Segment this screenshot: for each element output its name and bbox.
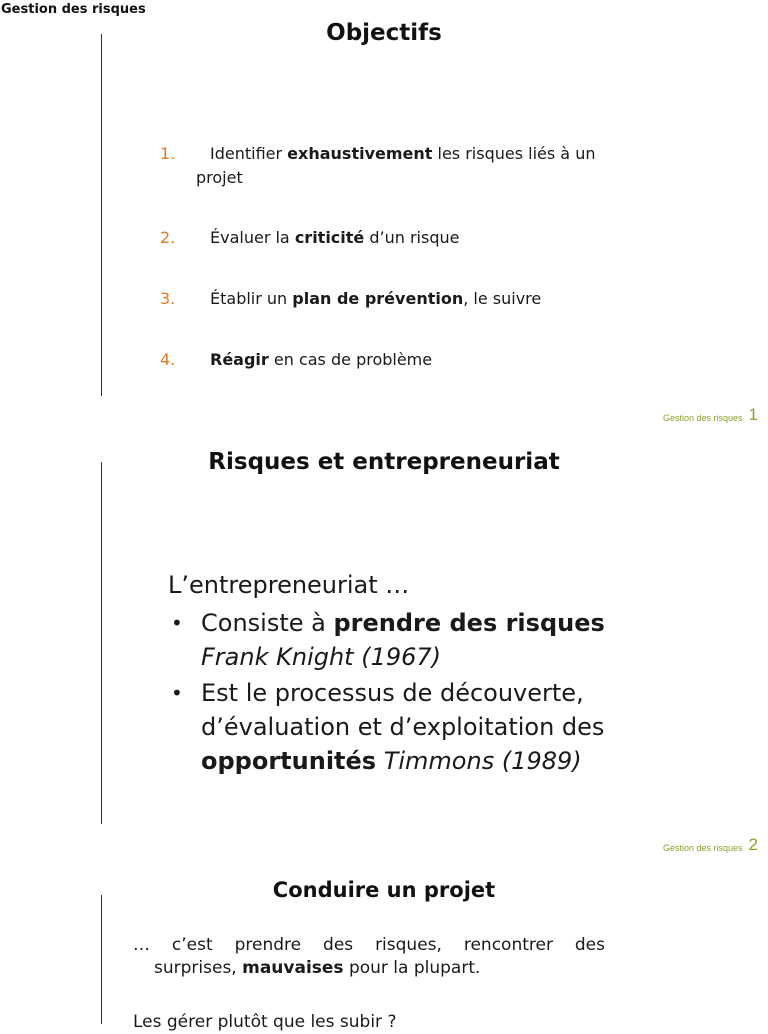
page-number: 1: [748, 405, 758, 424]
objective-keyword: exhaustivement: [287, 144, 433, 163]
objective-item-2: 2. Évaluer la criticité d’un risque: [160, 226, 630, 250]
objective-item-3: 3. Établir un plan de prévention, le suivre: [160, 287, 630, 311]
page-number: 2: [748, 835, 758, 854]
citation: Timmons (1989): [383, 747, 582, 775]
entrepreneuriat-intro: L’entrepreneuriat …: [168, 571, 410, 599]
entrepreneuriat-bullets: [168, 606, 628, 780]
bullet-item-1: • Consiste à prendre des risques Frank Knight (1967): [168, 606, 628, 674]
objective-number: 4.: [160, 350, 176, 369]
objective-number: 2.: [160, 228, 176, 247]
slide-1-title: Objectifs: [326, 20, 442, 46]
objective-keyword: criticité: [294, 228, 365, 247]
slide-2-footer: [663, 836, 758, 853]
slide-1-footer: [663, 406, 758, 423]
slide-2-title: Risques et entrepreneuriat: [208, 449, 560, 475]
objective-keyword: Réagir: [210, 350, 269, 369]
footer-label: Gestion des risques: [662, 413, 743, 423]
objective-item-4: 4. Réagir en cas de problème: [160, 348, 630, 372]
objective-number: 1.: [160, 144, 176, 163]
slide-3-title: Conduire un projet: [272, 878, 496, 902]
slide-2-left-rule: [101, 462, 102, 824]
project-question: Les gérer plutôt que les subir ?: [133, 1012, 397, 1032]
bullet-marker: •: [171, 611, 183, 635]
bullet-item-2: • Est le processus de découverte, d’évaluation et d’exploitation des opportunités Timmons (1989): [168, 676, 628, 778]
slide-3-left-rule: [101, 895, 102, 1024]
objective-item-1: 1. Identifier exhaustivement les risques liés à un projet: [160, 144, 596, 187]
bullet-keyword: opportunités: [201, 747, 377, 775]
objective-number: 3.: [160, 289, 176, 308]
citation: Frank Knight (1967): [201, 643, 442, 671]
project-paragraph: … c’est prendre des risques, rencontrer des surprises, mauvaises pour la plupart.: [133, 935, 605, 978]
objective-keyword: plan de prévention: [292, 289, 464, 308]
footer-label: Gestion des risques: [662, 843, 743, 853]
document-header: Gestion des risques: [1, 2, 146, 17]
paragraph-keyword: mauvaises: [242, 958, 344, 978]
objectives-list: [160, 142, 630, 372]
bullet-keyword: prendre des risques: [333, 609, 605, 637]
bullet-marker: •: [171, 681, 183, 705]
slide-1-left-rule: [101, 34, 102, 396]
